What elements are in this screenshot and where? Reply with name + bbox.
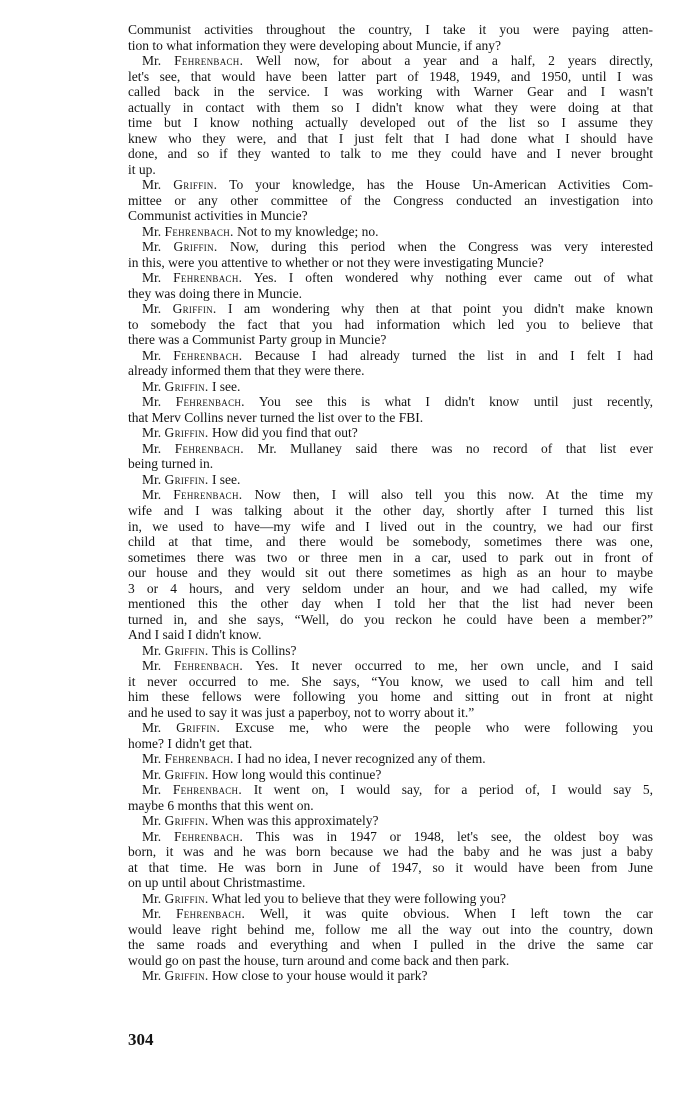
testimony-paragraph	[128, 379, 653, 395]
text-line	[128, 146, 653, 162]
line-text: already informed them that they were there.	[128, 363, 365, 379]
testimony-paragraph	[128, 270, 653, 301]
line-text: called back in the service. I was working with Warner Gear and I wasn't	[128, 84, 653, 100]
testimony-paragraph	[128, 829, 653, 891]
testimony-paragraph	[128, 394, 653, 425]
line-text: What led you to believe that they were following you?	[211, 890, 506, 906]
speaker-title: Mr.	[142, 828, 162, 844]
speaker-name: Griffin.	[164, 890, 209, 906]
speaker-title: Mr.	[142, 471, 162, 487]
text-line	[128, 891, 653, 907]
text-line	[128, 193, 653, 209]
testimony-paragraph	[128, 968, 653, 984]
line-text: actually in contact with them so I didn't know what they were doing at that	[128, 99, 653, 115]
testimony-paragraph	[128, 301, 653, 348]
testimony-paragraph	[128, 751, 653, 767]
text-line	[128, 363, 653, 379]
testimony-paragraph	[128, 224, 653, 240]
text-line	[128, 798, 653, 814]
line-text: This is Collins?	[211, 642, 297, 658]
text-line	[128, 829, 653, 845]
text-line	[128, 255, 653, 271]
text-line	[128, 317, 653, 333]
text-line	[128, 550, 653, 566]
page-number: 304	[128, 1030, 154, 1049]
testimony-paragraph	[128, 348, 653, 379]
line-text: in this, were you attentive to whether or not they were investigating Muncie?	[128, 254, 544, 270]
testimony-paragraph	[128, 441, 653, 472]
text-line	[128, 658, 653, 674]
speaker-name: Griffin.	[164, 813, 209, 829]
speaker-title: Mr.	[142, 301, 162, 317]
testimony-paragraph	[128, 487, 653, 642]
text-line	[128, 379, 653, 395]
line-text: done, and so if they wanted to talk to me they could have and I never brought	[128, 146, 653, 162]
speaker-title: Mr.	[142, 720, 162, 736]
text-line	[128, 581, 653, 597]
text-line	[128, 208, 653, 224]
line-text: on up until about Christmastime.	[128, 875, 306, 891]
speaker-name: Fehrenbach.	[173, 270, 243, 286]
text-line	[128, 53, 653, 69]
line-text: that Merv Collins never turned the list over to the FBI.	[128, 409, 424, 425]
speaker-name: Griffin.	[172, 301, 217, 317]
line-text: and he used to say it was just a paperboy, not to worry about it.”	[128, 704, 475, 720]
speaker-name: Fehrenbach.	[174, 440, 244, 456]
text-line	[128, 239, 653, 255]
line-text: Yes. I often wondered why nothing ever came out of what	[253, 270, 654, 286]
speaker-name: Fehrenbach.	[174, 828, 244, 844]
speaker-title: Mr.	[142, 751, 162, 767]
text-line	[128, 596, 653, 612]
text-line	[128, 456, 653, 472]
speaker-name: Griffin.	[164, 471, 209, 487]
line-text: being turned in.	[128, 456, 214, 472]
text-line	[128, 534, 653, 550]
text-line	[128, 441, 653, 457]
speaker-name: Griffin.	[173, 239, 218, 255]
continued-paragraph	[128, 22, 653, 53]
text-line	[128, 968, 653, 984]
testimony-paragraph	[128, 643, 653, 659]
line-text: would leave right behind me, follow me all the way out into the country, down	[128, 921, 653, 937]
line-text: You see this is what I didn't know until just recently,	[258, 394, 653, 410]
speaker-title: Mr.	[142, 378, 162, 394]
speaker-name: Fehrenbach.	[173, 658, 244, 674]
line-text: turned in, and she says, “Well, do you reckon he could have been a member?”	[128, 611, 653, 627]
speaker-title: Mr.	[142, 766, 162, 782]
line-text: I see.	[211, 471, 241, 487]
line-text: to somebody the fact that you had information which led you to believe that	[128, 316, 653, 332]
text-line	[128, 643, 653, 659]
text-line	[128, 503, 653, 519]
testimony-paragraph	[128, 906, 653, 968]
testimony-paragraph	[128, 53, 653, 177]
speaker-name: Fehrenbach.	[172, 782, 243, 798]
speaker-name: Griffin.	[173, 177, 218, 193]
speaker-name: Fehrenbach.	[164, 223, 234, 239]
line-text: mittee or any other committee of the Congress conducted an investigation into	[128, 192, 653, 208]
text-line	[128, 906, 653, 922]
speaker-title: Mr.	[142, 968, 162, 984]
line-text: I see.	[211, 378, 241, 394]
speaker-name: Griffin.	[164, 642, 209, 658]
speaker-title: Mr.	[142, 782, 162, 798]
text-line	[128, 224, 653, 240]
text-line	[128, 767, 653, 783]
testimony-paragraph	[128, 782, 653, 813]
text-line	[128, 38, 653, 54]
line-text: time but I know nothing actually developed out of the list so I assume they	[128, 115, 653, 131]
line-text: Communist activities in Muncie?	[128, 208, 308, 224]
text-line	[128, 177, 653, 193]
text-line	[128, 131, 653, 147]
line-text: Yes. It never occurred to me, her own uncle, and I said	[255, 658, 653, 674]
speaker-title: Mr.	[142, 223, 162, 239]
speaker-title: Mr.	[142, 347, 162, 363]
line-text: To your knowledge, has the House Un-American Activities Com-	[229, 177, 653, 193]
line-text: wife and I was talking about it the other day, shortly after I turned this list	[128, 502, 653, 518]
speaker-title: Mr.	[142, 813, 162, 829]
testimony-paragraph	[128, 891, 653, 907]
text-line	[128, 565, 653, 581]
line-text: How did you find that out?	[211, 425, 358, 441]
line-text: When was this approximately?	[211, 813, 379, 829]
text-line	[128, 270, 653, 286]
line-text: at that time. He was born in June of 1947, so it would have been from June	[128, 859, 653, 875]
testimony-paragraph	[128, 177, 653, 224]
transcript-body	[128, 22, 653, 984]
line-text: 3 or 4 hours, and very seldom under an hour, and we had called, my wife	[128, 580, 653, 596]
text-line	[128, 22, 653, 38]
text-line	[128, 720, 653, 736]
line-text: the same roads and everything and when I pulled in the drive the same car	[128, 937, 653, 953]
text-line	[128, 84, 653, 100]
line-text: maybe 6 months that this went on.	[128, 797, 314, 813]
speaker-name: Fehrenbach.	[173, 347, 243, 363]
text-line	[128, 937, 653, 953]
line-text: tion to what information they were developing about Muncie, if any?	[128, 37, 502, 53]
speaker-title: Mr.	[142, 270, 162, 286]
text-line	[128, 953, 653, 969]
line-text: Excuse me, who were the people who were following you	[235, 720, 653, 736]
text-line	[128, 782, 653, 798]
line-text: And I said I didn't know.	[128, 627, 262, 643]
line-text: our house and they would sit out there sometimes as high as an hour to maybe	[128, 565, 653, 581]
line-text: it never occurred to me. She says, “You know, we used to call him and tell	[128, 673, 653, 689]
line-text: home? I didn't get that.	[128, 735, 253, 751]
line-text: Now then, I will also tell you this now. At the time my	[254, 487, 653, 503]
line-text: let's see, that would have been latter part of 1948, 1949, and 1950, until I was	[128, 68, 653, 84]
text-line	[128, 472, 653, 488]
line-text: Well, it was quite obvious. When I left town the car	[259, 906, 653, 922]
speaker-name: Griffin.	[176, 720, 221, 736]
speaker-title: Mr.	[142, 177, 162, 193]
speaker-name: Fehrenbach.	[176, 906, 246, 922]
line-text: I had no idea, I never recognized any of them.	[237, 751, 486, 767]
line-text: born, it was and he was born because we had the baby and he was just a baby	[128, 844, 653, 860]
line-text: This was in 1947 or 1948, let's see, the oldest boy was	[255, 828, 653, 844]
text-line	[128, 100, 653, 116]
testimony-paragraph	[128, 767, 653, 783]
line-text: sometimes there was two or three men in a car, used to park out in front of	[128, 549, 653, 565]
line-text: How close to your house would it park?	[211, 968, 428, 984]
speaker-name: Fehrenbach.	[174, 53, 244, 69]
speaker-name: Fehrenbach.	[164, 751, 234, 767]
speaker-name: Griffin.	[164, 378, 209, 394]
line-text: How long would this continue?	[211, 766, 382, 782]
line-text: Mr. Mullaney said there was no record of that list ever	[257, 440, 654, 456]
text-line	[128, 860, 653, 876]
speaker-title: Mr.	[142, 394, 162, 410]
speaker-name: Griffin.	[164, 425, 209, 441]
text-line	[128, 736, 653, 752]
speaker-name: Fehrenbach.	[173, 487, 243, 503]
testimony-paragraph	[128, 720, 653, 751]
text-line	[128, 689, 653, 705]
line-text: him these fellows were following you home and sitting out in front at night	[128, 689, 653, 705]
text-line	[128, 519, 653, 535]
line-text: in, we used to have—my wife and I lived out in the country, we had our first	[128, 518, 653, 534]
testimony-paragraph	[128, 425, 653, 441]
text-line	[128, 487, 653, 503]
speaker-title: Mr.	[142, 440, 162, 456]
testimony-paragraph	[128, 813, 653, 829]
speaker-title: Mr.	[142, 239, 162, 255]
line-text: child at that time, and there would be somebody, sometimes there was one,	[128, 534, 653, 550]
speaker-name: Fehrenbach.	[175, 394, 245, 410]
text-line	[128, 875, 653, 891]
line-text: there was a Communist Party group in Muncie?	[128, 332, 387, 348]
text-line	[128, 332, 653, 348]
speaker-name: Griffin.	[164, 766, 209, 782]
text-line	[128, 410, 653, 426]
line-text: Not to my knowledge; no.	[237, 223, 379, 239]
text-line	[128, 922, 653, 938]
line-text: mentioned this the other day when I told her that the list had never been	[128, 596, 653, 612]
line-text: they was doing there in Muncie.	[128, 285, 302, 301]
speaker-name: Griffin.	[164, 968, 209, 984]
text-line	[128, 612, 653, 628]
line-text: Well now, for about a year and a half, 2 years directly,	[255, 53, 654, 69]
line-text: Communist activities throughout the country, I take it you were paying atten-	[128, 22, 653, 37]
testimony-paragraph	[128, 658, 653, 720]
testimony-paragraph	[128, 239, 653, 270]
speaker-title: Mr.	[142, 425, 162, 441]
text-line	[128, 627, 653, 643]
line-text: It went on, I would say, for a period of, I would say 5,	[253, 782, 654, 798]
line-text: I am wondering why then at that point you didn't make known	[228, 301, 654, 317]
testimony-paragraph	[128, 472, 653, 488]
text-line	[128, 69, 653, 85]
speaker-title: Mr.	[142, 53, 162, 69]
text-line	[128, 348, 653, 364]
text-line	[128, 751, 653, 767]
text-line	[128, 301, 653, 317]
text-line	[128, 813, 653, 829]
text-line	[128, 162, 653, 178]
text-line	[128, 394, 653, 410]
text-line	[128, 844, 653, 860]
line-text: knew who they were, and that I just felt that I had done what I should have	[128, 130, 653, 146]
speaker-title: Mr.	[142, 890, 162, 906]
speaker-title: Mr.	[142, 658, 162, 674]
speaker-title: Mr.	[142, 906, 162, 922]
text-line	[128, 115, 653, 131]
line-text: would go on past the house, turn around and come back and then park.	[128, 952, 510, 968]
text-line	[128, 425, 653, 441]
speaker-title: Mr.	[142, 487, 162, 503]
speaker-title: Mr.	[142, 642, 162, 658]
text-line	[128, 705, 653, 721]
line-text: Now, during this period when the Congress was very interested	[230, 239, 654, 255]
line-text: Because I had already turned the list in and I felt I had	[254, 347, 654, 363]
text-line	[128, 286, 653, 302]
line-text: it up.	[128, 161, 156, 177]
text-line	[128, 674, 653, 690]
